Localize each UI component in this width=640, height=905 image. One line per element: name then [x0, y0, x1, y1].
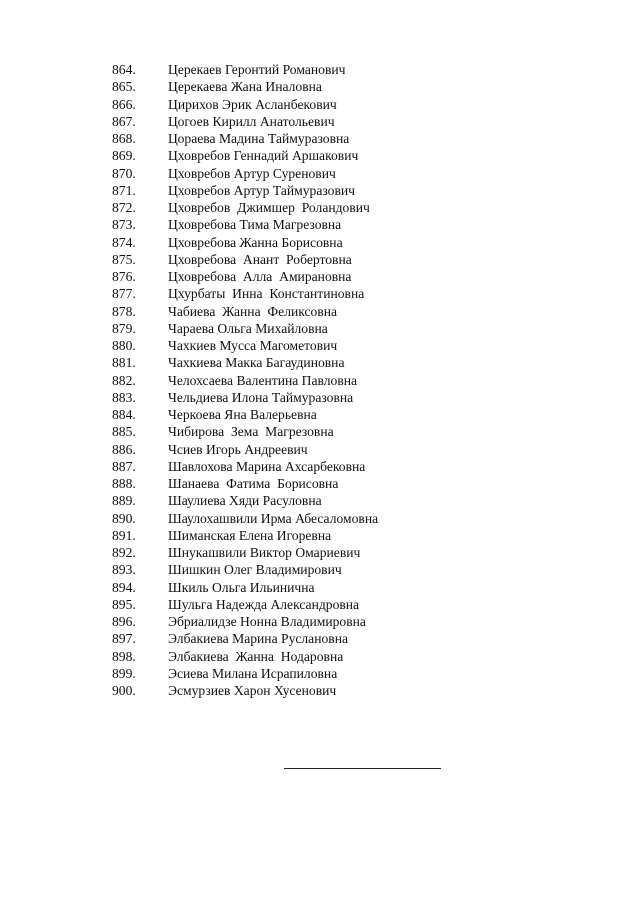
entry-number: 889. [112, 493, 136, 509]
entry-name: Шнукашвили Виктор Омариевич [168, 545, 361, 560]
entry-number: 868. [112, 131, 136, 146]
list-item [112, 561, 532, 578]
list-item [112, 648, 532, 665]
entry-name: Челохсаева Валентина Павловна [168, 372, 358, 388]
entry-name: Чахкиева Макка Багаудиновна [168, 355, 345, 371]
entry-name: Эсиева Милана Исрапиловна [168, 665, 338, 681]
list-item [112, 182, 532, 199]
entry-name: Элбакиева Жанна Нодаровна [168, 648, 344, 664]
entry-number: 894. [112, 579, 136, 595]
list-item [112, 458, 532, 475]
list-item [112, 665, 532, 682]
entry-name: Шаулохашвили Ирма Абесаломовна [168, 510, 379, 526]
entry-number: 891. [112, 527, 136, 543]
entry-name: Шкиль Ольга Ильинична [168, 579, 315, 595]
entry-number: 895. [112, 596, 136, 612]
entry-name: Черкоева Яна Валерьевна [168, 407, 317, 422]
entry-number: 899. [112, 665, 136, 681]
list-item [112, 441, 532, 458]
entry-name: Церекаева Жана Иналовна [168, 79, 322, 95]
entry-number: 879. [112, 320, 136, 336]
entry-number: 876. [112, 269, 136, 284]
entry-number: 893. [112, 562, 136, 578]
entry-name: Чельдиева Илона Таймуразовна [168, 389, 354, 405]
list-item [112, 285, 532, 302]
list-item [112, 337, 532, 354]
list-item [112, 613, 532, 630]
entry-name: Цирихов Эрик Асланбекович [168, 96, 337, 112]
list-item [112, 320, 532, 337]
entry-number: 890. [112, 510, 136, 526]
entry-number: 883. [112, 389, 136, 405]
list-item [112, 423, 532, 440]
entry-number: 882. [112, 372, 136, 388]
entry-name: Чабиева Жанна Феликсовна [168, 303, 338, 319]
entry-number: 871. [112, 182, 136, 198]
list-item [112, 61, 532, 78]
list-item [112, 544, 532, 561]
entry-number: 897. [112, 631, 136, 647]
list-item [112, 389, 532, 406]
entry-name: Эбриалидзе Нонна Владимировна [168, 614, 366, 629]
list-item [112, 527, 532, 544]
entry-number: 888. [112, 476, 136, 491]
list-item [112, 165, 532, 182]
entry-number: 884. [112, 407, 136, 422]
name-list [112, 61, 532, 699]
entry-number: 869. [112, 148, 136, 164]
entry-number: 881. [112, 355, 136, 371]
list-item [112, 372, 532, 389]
entry-number: 875. [112, 251, 136, 267]
list-item [112, 130, 532, 147]
entry-number: 896. [112, 614, 136, 629]
entry-number: 887. [112, 458, 136, 474]
entry-name: Цховребова Анант Робертовна [168, 251, 352, 267]
entry-number: 872. [112, 200, 136, 215]
list-item [112, 268, 532, 285]
list-item [112, 579, 532, 596]
entry-name: Цораева Мадина Таймуразовна [168, 131, 350, 146]
entry-number: 870. [112, 165, 136, 181]
list-item [112, 147, 532, 164]
list-item [112, 216, 532, 233]
entry-name: Цогоев Кирилл Анатольевич [168, 113, 335, 129]
entry-number: 864. [112, 62, 136, 77]
entry-number: 900. [112, 683, 136, 698]
entry-number: 880. [112, 338, 136, 353]
entry-name: Цховребов Геннадий Аршакович [168, 148, 359, 164]
entry-name: Чараева Ольга Михайловна [168, 320, 328, 336]
entry-number: 874. [112, 234, 136, 250]
entry-number: 885. [112, 424, 136, 440]
entry-name: Шишкин Олег Владимирович [168, 562, 342, 578]
entry-name: Шиманская Елена Игоревна [168, 527, 332, 543]
entry-name: Чсиев Игорь Андреевич [168, 441, 308, 457]
entry-number: 877. [112, 286, 136, 302]
list-item [112, 113, 532, 130]
entry-name: Чибирова Зема Магрезовна [168, 424, 334, 440]
entry-number: 898. [112, 648, 136, 664]
entry-number: 886. [112, 441, 136, 457]
entry-name: Цховребова Жанна Борисовна [168, 234, 343, 250]
list-item [112, 354, 532, 371]
entry-name: Цховребова Алла Амирановна [168, 269, 352, 284]
entry-name: Элбакиева Марина Руслановна [168, 631, 349, 647]
entry-name: Церекаев Геронтий Романович [168, 62, 346, 77]
entry-number: 867. [112, 113, 136, 129]
list-item [112, 630, 532, 647]
entry-name: Цховребова Тима Магрезовна [168, 217, 342, 233]
entry-number: 865. [112, 79, 136, 95]
list-item [112, 96, 532, 113]
entry-name: Цховребов Джимшер Роландович [168, 200, 370, 215]
entry-number: 878. [112, 303, 136, 319]
signature-line [284, 768, 441, 769]
list-item [112, 78, 532, 95]
entry-number: 873. [112, 217, 136, 233]
list-item [112, 251, 532, 268]
entry-name: Цхурбаты Инна Константиновна [168, 286, 365, 302]
entry-number: 866. [112, 96, 136, 112]
list-item [112, 475, 532, 492]
entry-name: Шаулиева Хяди Расуловна [168, 493, 322, 509]
list-item [112, 199, 532, 216]
list-item [112, 492, 532, 509]
list-item [112, 303, 532, 320]
entry-name: Шанаева Фатима Борисовна [168, 476, 339, 491]
entry-name: Чахкиев Мусса Магометович [168, 338, 338, 353]
list-item [112, 406, 532, 423]
entry-name: Цховребов Артур Таймуразович [168, 182, 355, 198]
list-item [112, 234, 532, 251]
entry-name: Цховребов Артур Суренович [168, 165, 336, 181]
list-item [112, 510, 532, 527]
entry-name: Шульга Надежда Александровна [168, 596, 360, 612]
entry-name: Шавлохова Марина Ахсарбековна [168, 458, 366, 474]
list-item [112, 596, 532, 613]
entry-name: Эсмурзиев Харон Хусенович [168, 683, 337, 698]
entry-number: 892. [112, 545, 136, 560]
list-item [112, 682, 532, 699]
